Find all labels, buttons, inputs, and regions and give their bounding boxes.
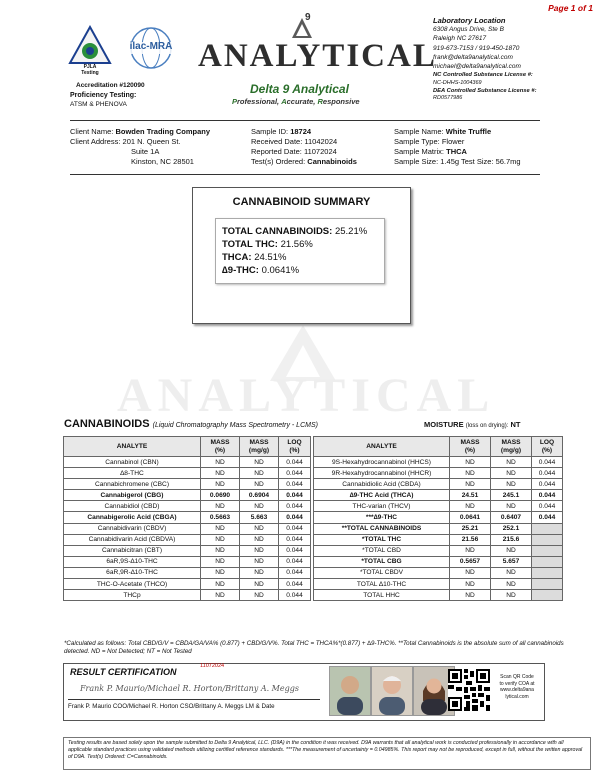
mass-pct-cell: ND [450, 457, 491, 468]
watermark-text: ANALYTICAL [117, 369, 496, 422]
mass-pct-cell: ND [201, 567, 240, 578]
mass-pct-cell: ND [201, 590, 240, 601]
mass-pct-cell: ND [450, 501, 491, 512]
analyte-cell: TOTAL HHC [314, 590, 450, 601]
mass-pct-cell: ND [450, 579, 491, 590]
mass-pct-cell: 21.56 [450, 534, 491, 545]
photo-1-avatar-icon [329, 666, 371, 716]
analyte-cell: *TOTAL CBG [314, 556, 450, 567]
loq-cell: 0.044 [279, 490, 311, 501]
mass-mg-cell: ND [240, 468, 279, 479]
mass-pct-cell: ND [201, 534, 240, 545]
mass-pct-cell: 0.0690 [201, 490, 240, 501]
table-row [314, 534, 563, 545]
table-row [64, 534, 311, 545]
loq-cell: 0.044 [279, 457, 311, 468]
analyte-cell: THCp [64, 590, 201, 601]
loq-cell [532, 567, 563, 578]
mass-pct-cell: ND [201, 545, 240, 556]
analyte-cell: Cannabigerolic Acid (CBGA) [64, 512, 201, 523]
table-row [64, 501, 311, 512]
mass-pct-cell: ND [450, 567, 491, 578]
table-row [314, 556, 563, 567]
cannabinoids-table-left [63, 436, 311, 601]
loq-cell: 0.044 [279, 590, 311, 601]
mass-mg-cell: 5.657 [491, 556, 532, 567]
analyte-cell: Cannabidivarin Acid (CBDVA) [64, 534, 201, 545]
analyte-cell: ∆8-THC [64, 468, 201, 479]
analyte-cell: Cannabicitran (CBT) [64, 545, 201, 556]
analyte-cell: *TOTAL CBDV [314, 567, 450, 578]
accreditation-number: Accreditation #120090 [76, 82, 145, 89]
mass-mg-cell: ND [240, 590, 279, 601]
analyte-cell: Cannabinol (CBN) [64, 457, 201, 468]
client-divider [70, 174, 540, 175]
loq-cell: 0.044 [532, 512, 563, 523]
disclaimer-text: Testing results are based solely upon the sample submitted to Delta 9 Analytical, LLC. (D9A) in the condition it was received. D9A warrants that all analytical work is conducted professionally in accordance with all applicable standard practices using validated methods utilizing certified reference standards. ***The measurement of uncertainty = 0.04985%. This report may not be reproduced, except in full, without the written approval of D9A. Test(s) Ordered: C=Cannabinoids. [68, 740, 583, 761]
moisture-label: MOISTURE (loss on drying): NT [424, 420, 521, 429]
mass-mg-cell: ND [240, 457, 279, 468]
table-row [314, 545, 563, 556]
signer-names: Frank P. Maurio COO/Michael R. Horton CSO/Brittany A. Meggs LM & Date [68, 703, 275, 710]
proficiency-value: ATSM & PHENOVA [70, 101, 127, 108]
loq-cell [532, 534, 563, 545]
col-mass-pct: MASS (%) [201, 437, 240, 457]
mass-pct-cell: ND [201, 556, 240, 567]
mass-pct-cell: ND [450, 479, 491, 490]
pjla-label: PJLA Testing [81, 64, 99, 76]
mass-mg-cell: 252.1 [491, 523, 532, 534]
col-mass-pct: MASS (%) [450, 437, 491, 457]
loq-cell: 0.044 [279, 579, 311, 590]
loq-cell [532, 545, 563, 556]
mass-mg-cell: ND [491, 468, 532, 479]
col-mass-mg: MASS (mg/g) [240, 437, 279, 457]
logo-company-name: Delta 9 Analytical [250, 82, 349, 96]
analyte-cell: THC-O-Acetate (THCO) [64, 579, 201, 590]
mass-pct-cell: ND [201, 457, 240, 468]
laboratory-location: Laboratory Location 6308 Angus Drive, Ste B Raleigh NC 27617 919-673-7153 / 919-450-1870 frank@delta9analytical.com michael@delta9analytical.com NC Controlled Substance License #: NC-DHHS-1004369 DEA Controlled Substance License #: RD0577986 [433, 16, 537, 102]
analyte-cell: Cannabidiolic Acid (CBDA) [314, 479, 450, 490]
analyte-cell: ***∆9-THC [314, 512, 450, 523]
mass-pct-cell: 24.51 [450, 490, 491, 501]
analyte-cell: Cannabidiol (CBD) [64, 501, 201, 512]
summary-title: CANNABINOID SUMMARY [232, 196, 371, 208]
qr-code-icon[interactable] [448, 669, 490, 711]
mass-mg-cell: ND [240, 579, 279, 590]
analyte-cell: Cannabidivarin (CBDV) [64, 523, 201, 534]
mass-mg-cell: ND [491, 457, 532, 468]
mass-mg-cell: ND [240, 534, 279, 545]
mass-mg-cell: ND [240, 479, 279, 490]
delta-triangle-icon [291, 14, 317, 40]
mass-mg-cell: ND [491, 590, 532, 601]
mass-mg-cell: 5.663 [240, 512, 279, 523]
mass-mg-cell: ND [240, 501, 279, 512]
table-row [314, 567, 563, 578]
logo-nine: 9 [305, 12, 311, 23]
table-row [64, 457, 311, 468]
table-row [314, 590, 563, 601]
mass-pct-cell: 25.21 [450, 523, 491, 534]
mass-mg-cell: ND [491, 567, 532, 578]
mass-pct-cell: 0.5663 [201, 512, 240, 523]
analyte-cell: 6aR,9R-∆10-THC [64, 567, 201, 578]
table-row [64, 468, 311, 479]
mass-pct-cell: 0.5657 [450, 556, 491, 567]
loq-cell [532, 523, 563, 534]
loq-cell: 0.044 [279, 534, 311, 545]
cannabinoids-heading: CANNABINOIDS (Liquid Chromatography Mass Spectrometry - LCMS) [64, 418, 318, 430]
table-row [64, 490, 311, 501]
loq-cell: 0.044 [279, 556, 311, 567]
table-row [64, 579, 311, 590]
table-row [64, 545, 311, 556]
header-divider [70, 120, 540, 121]
table-row [314, 523, 563, 534]
mass-pct-cell: ND [201, 501, 240, 512]
table-row [314, 512, 563, 523]
loq-cell [532, 556, 563, 567]
table-row [314, 479, 563, 490]
mass-mg-cell: 215.6 [491, 534, 532, 545]
table-row [314, 490, 563, 501]
analyte-cell: *TOTAL CBD [314, 545, 450, 556]
mass-mg-cell: 0.6904 [240, 490, 279, 501]
table-row [314, 457, 563, 468]
analyte-cell: TOTAL ∆10-THC [314, 579, 450, 590]
analyte-cell: ∆9-THC Acid (THCA) [314, 490, 450, 501]
signature: Frank P. Maurio/Michael R. Horton/Brittany A. Meggs [80, 684, 299, 693]
loq-cell: 0.044 [279, 512, 311, 523]
table-row [314, 468, 563, 479]
calculation-footnote: *Calculated as follows: Total CBD/G/V = CBDA/GA/VA% (0.877) + CBD/G/V%. Total THC = THCA%*(0.877) + ∆9-THC%. **Total Cannabinoids is the absolute sum of all cannabinoids detected. ND = Not Detected; NT = Not Tested [64, 640, 564, 655]
col-loq: LOQ (%) [532, 437, 563, 457]
loq-cell: 0.044 [532, 468, 563, 479]
loq-cell: 0.044 [532, 479, 563, 490]
mass-mg-cell: ND [491, 545, 532, 556]
photo-2-avatar-icon [371, 666, 413, 716]
sample-dates: Sample ID: 18724 Received Date: 11042024 Reported Date: 11072024 Test(s) Ordered: Cannabinoids [251, 127, 357, 166]
mass-mg-cell: ND [240, 523, 279, 534]
loq-cell [532, 579, 563, 590]
table-row [64, 523, 311, 534]
analyte-cell: Cannabigerol (CBG) [64, 490, 201, 501]
summary-values: TOTAL CANNABINOIDS: 25.21% TOTAL THC: 21.56% THCA: 24.51% ∆9-THC: 0.0641% [215, 218, 385, 284]
analyte-cell: Cannabichromene (CBC) [64, 479, 201, 490]
analyte-cell: 6aR,9S-∆10-THC [64, 556, 201, 567]
table-row [314, 579, 563, 590]
analyte-cell: **TOTAL CANNABINOIDS [314, 523, 450, 534]
logo-wordmark: ANALYTICAL [198, 38, 437, 74]
table-row [64, 556, 311, 567]
loq-cell: 0.044 [279, 501, 311, 512]
table-row [314, 501, 563, 512]
mass-mg-cell: 0.6407 [491, 512, 532, 523]
mass-pct-cell: ND [450, 590, 491, 601]
mass-pct-cell: ND [201, 468, 240, 479]
client-info: Client Name: Bowden Trading Company Client Address: 201 N. Queen St. Suite 1A Kinston, NC 28501 [70, 127, 211, 166]
analyte-cell: 9R-Hexahydrocannabinol (HHCR) [314, 468, 450, 479]
table-row [64, 512, 311, 523]
col-mass-mg: MASS (mg/g) [491, 437, 532, 457]
col-loq: LOQ (%) [279, 437, 311, 457]
loq-cell: 0.044 [279, 523, 311, 534]
page-number: Page 1 of 1 [548, 3, 593, 13]
loq-cell: 0.044 [279, 545, 311, 556]
mass-pct-cell: ND [201, 579, 240, 590]
mass-pct-cell: ND [450, 468, 491, 479]
pjla-logo-icon [68, 25, 112, 69]
mass-mg-cell: ND [491, 479, 532, 490]
mass-mg-cell: ND [491, 579, 532, 590]
mass-pct-cell: 0.0641 [450, 512, 491, 523]
mass-mg-cell: 245.1 [491, 490, 532, 501]
signature-line [68, 699, 320, 700]
loq-cell: 0.044 [279, 468, 311, 479]
cannabinoids-table-right [313, 436, 563, 601]
mass-pct-cell: ND [201, 523, 240, 534]
sample-info: Sample Name: White Truffle Sample Type: Flower Sample Matrix: THCA Sample Size: 1.45g Test Size: 56.7mg [394, 127, 521, 166]
analyte-cell: THC-varian (THCV) [314, 501, 450, 512]
loq-cell: 0.044 [532, 490, 563, 501]
analyte-cell: 9S-Hexahydrocannabinol (HHCS) [314, 457, 450, 468]
loq-cell: 0.044 [532, 501, 563, 512]
mass-pct-cell: ND [201, 479, 240, 490]
table-row [64, 567, 311, 578]
mass-pct-cell: ND [450, 545, 491, 556]
mass-mg-cell: ND [491, 501, 532, 512]
mass-mg-cell: ND [240, 545, 279, 556]
logo-tagline: Professional, Accurate, Responsive [232, 97, 360, 106]
certification-date: 11072024 [200, 663, 225, 669]
loq-cell: 0.044 [279, 479, 311, 490]
loq-cell: 0.044 [279, 567, 311, 578]
col-analyte: ANALYTE [64, 437, 201, 457]
table-row [64, 479, 311, 490]
ilac-mra-logo: ilac-MRA [120, 26, 182, 70]
loq-cell [532, 590, 563, 601]
col-analyte: ANALYTE [314, 437, 450, 457]
analyte-cell: *TOTAL THC [314, 534, 450, 545]
qr-caption: Scan QR Code to verify COA at www.delta9ana lytical.com [499, 674, 535, 700]
mass-mg-cell: ND [240, 567, 279, 578]
proficiency-title: Proficiency Testing: [70, 92, 137, 99]
table-row [64, 590, 311, 601]
cannabinoid-summary-box [192, 187, 411, 324]
loq-cell: 0.044 [532, 457, 563, 468]
certification-title: RESULT CERTIFICATION [70, 667, 177, 677]
mass-mg-cell: ND [240, 556, 279, 567]
